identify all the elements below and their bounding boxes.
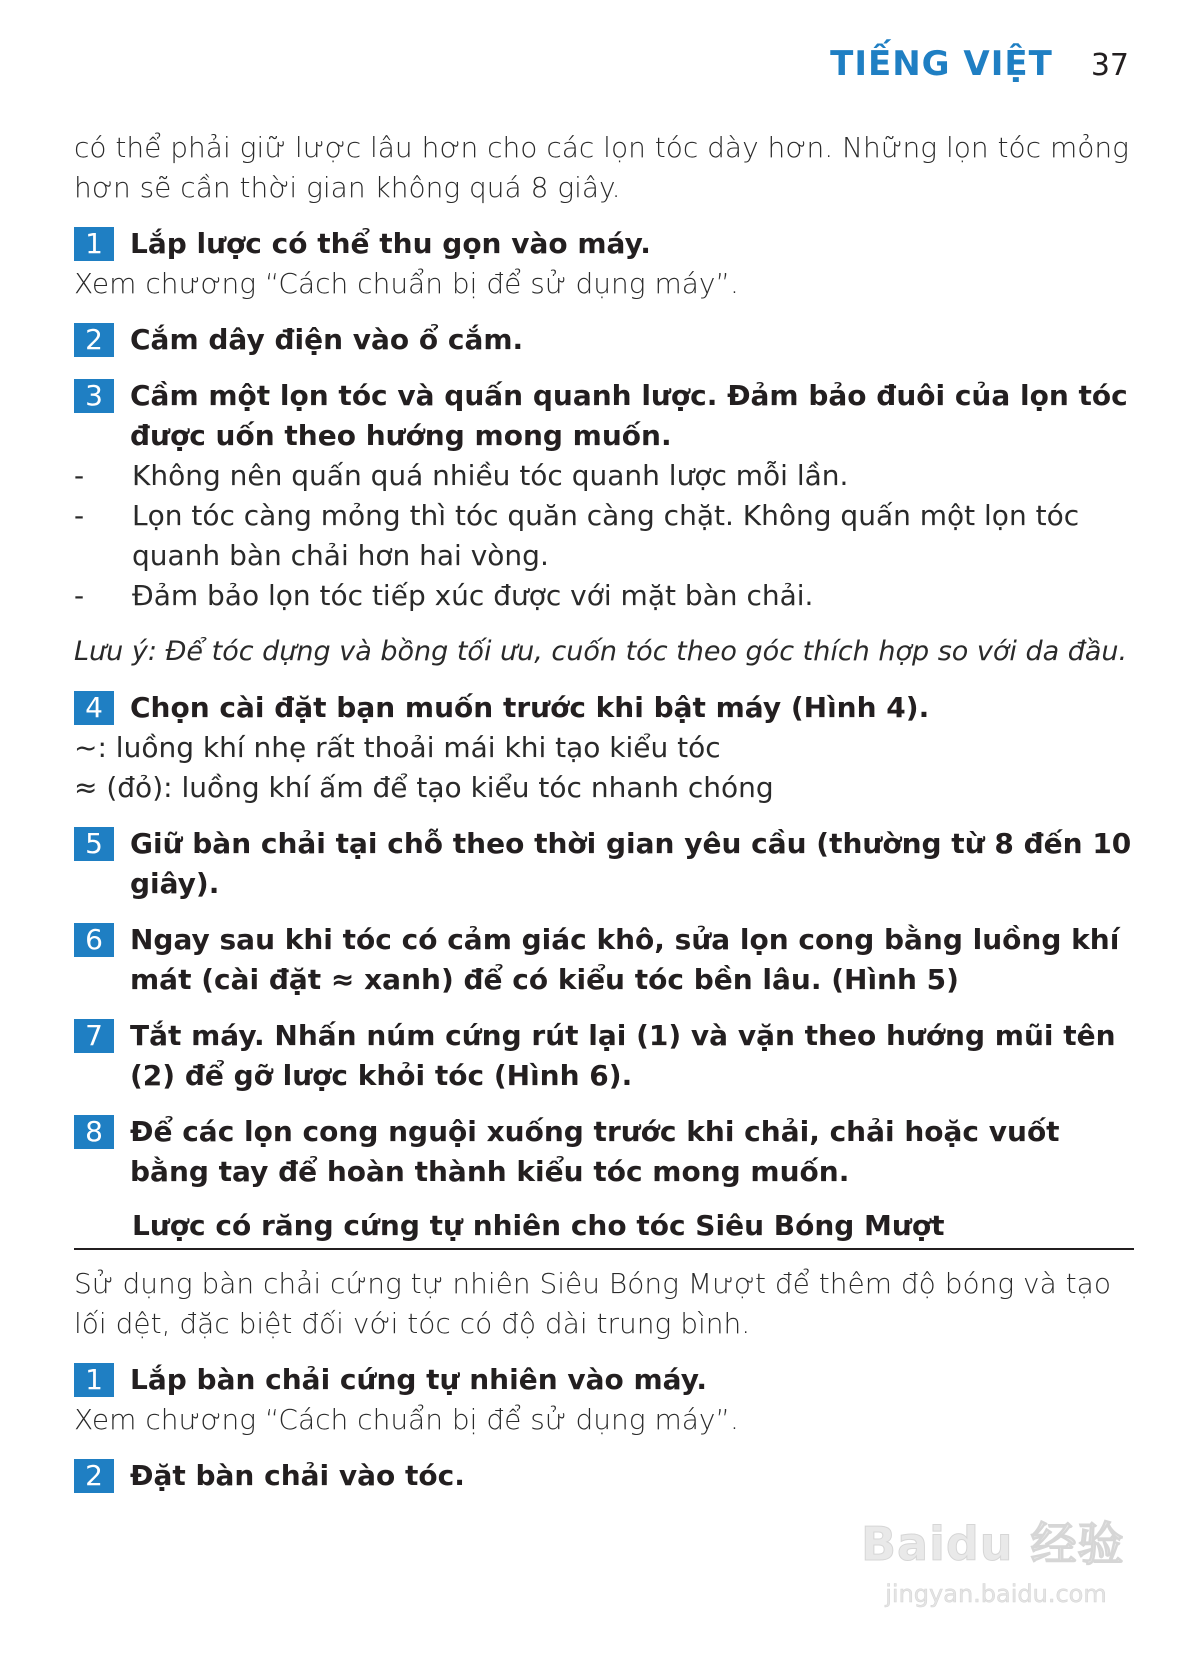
step-number: 2 xyxy=(74,323,114,357)
section2-step-1 xyxy=(74,1360,1134,1400)
setting-low: ~: luồng khí nhẹ rất thoải mái khi tạo kiểu tóc xyxy=(74,731,721,764)
step-text: Cắm dây điện vào ổ cắm. xyxy=(130,323,524,356)
step-text: Lắp bàn chải cứng tự nhiên vào máy. xyxy=(130,1363,708,1396)
step-number: 5 xyxy=(74,827,114,861)
step-text: Tắt máy. Nhấn núm cứng rút lại (1) và vặn theo hướng mũi tên (2) để gỡ lược khỏi tóc (Hình 6). xyxy=(130,1019,1116,1092)
step-text: Để các lọn cong nguội xuống trước khi chải, chải hoặc vuốt bằng tay để hoàn thành kiểu tóc mong muốn. xyxy=(130,1115,1060,1188)
bullet-dash: - xyxy=(74,579,85,612)
step-2 xyxy=(74,320,1134,360)
step-number: 8 xyxy=(74,1115,114,1149)
page-header xyxy=(830,44,1129,84)
step-number: 4 xyxy=(74,691,114,725)
step-text: Chọn cài đặt bạn muốn trước khi bật máy (Hình 4). xyxy=(130,691,930,724)
section2-step-1-note: Xem chương “Cách chuẩn bị để sử dụng máy”. xyxy=(74,1403,739,1436)
step-number: 1 xyxy=(74,227,114,261)
bullet-item xyxy=(74,456,1134,496)
step-5 xyxy=(74,824,1134,904)
section2-step-2 xyxy=(74,1456,1134,1496)
bullet-dash: - xyxy=(74,499,85,532)
step-1-note: Xem chương “Cách chuẩn bị để sử dụng máy”. xyxy=(74,267,739,300)
watermark-logo: Baidu 经验 xyxy=(861,1517,1125,1571)
step-number: 2 xyxy=(74,1459,114,1493)
step-text: Ngay sau khi tóc có cảm giác khô, sửa lọn cong bằng luồng khí mát (cài đặt ≈ xanh) để có kiểu tóc bền lâu. (Hình 5) xyxy=(130,923,1120,996)
bullet-text: Không nên quấn quá nhiều tóc quanh lược mỗi lần. xyxy=(132,459,849,492)
bullet-text: Đảm bảo lọn tóc tiếp xúc được với mặt bàn chải. xyxy=(132,579,814,612)
section-intro: Sử dụng bàn chải cứng tự nhiên Siêu Bóng Mượt để thêm độ bóng và tạo lối dệt, đặc biệt đối với tóc có độ dài trung bình. xyxy=(74,1267,1111,1340)
step-8 xyxy=(74,1112,1134,1192)
step-number: 3 xyxy=(74,379,114,413)
step-1 xyxy=(74,224,1134,264)
step-text: Cầm một lọn tóc và quấn quanh lược. Đảm bảo đuôi của lọn tóc được uốn theo hướng mong muốn. xyxy=(130,379,1128,452)
section-heading: Lược có răng cứng tự nhiên cho tóc Siêu Bóng Mượt xyxy=(74,1206,1134,1250)
page-number: 37 xyxy=(1090,48,1129,83)
intro-paragraph: có thể phải giữ lược lâu hơn cho các lọn tóc dày hơn. Những lọn tóc mỏng hơn sẽ cần thời gian không quá 8 giây. xyxy=(74,131,1129,204)
step-3 xyxy=(74,376,1134,456)
bullet-text: Lọn tóc càng mỏng thì tóc quăn càng chặt. Không quấn một lọn tóc quanh bàn chải hơn hai vòng. xyxy=(132,499,1080,572)
bullet-item xyxy=(74,496,1134,576)
language-title: TIẾNG VIỆT xyxy=(830,44,1053,84)
note-text: Lưu ý: Để tóc dựng và bồng tối ưu, cuốn tóc theo góc thích hợp so với da đầu. xyxy=(74,636,1128,667)
step-4 xyxy=(74,688,1134,728)
step-7 xyxy=(74,1016,1134,1096)
baidu-watermark xyxy=(861,1508,1131,1638)
setting-warm: ≈ (đỏ): luồng khí ấm để tạo kiểu tóc nhanh chóng xyxy=(74,771,774,804)
page-content xyxy=(74,128,1134,1496)
step-number: 1 xyxy=(74,1363,114,1397)
bullet-dash: - xyxy=(74,459,85,492)
step-text: Giữ bàn chải tại chỗ theo thời gian yêu cầu (thường từ 8 đến 10 giây). xyxy=(130,827,1132,900)
step-number: 6 xyxy=(74,923,114,957)
watermark-url: jingyan.baidu.com xyxy=(885,1580,1107,1608)
bullet-item xyxy=(74,576,1134,616)
step-number: 7 xyxy=(74,1019,114,1053)
step-6 xyxy=(74,920,1134,1000)
step-text: Lắp lược có thể thu gọn vào máy. xyxy=(130,227,651,260)
step-text: Đặt bàn chải vào tóc. xyxy=(130,1459,465,1492)
